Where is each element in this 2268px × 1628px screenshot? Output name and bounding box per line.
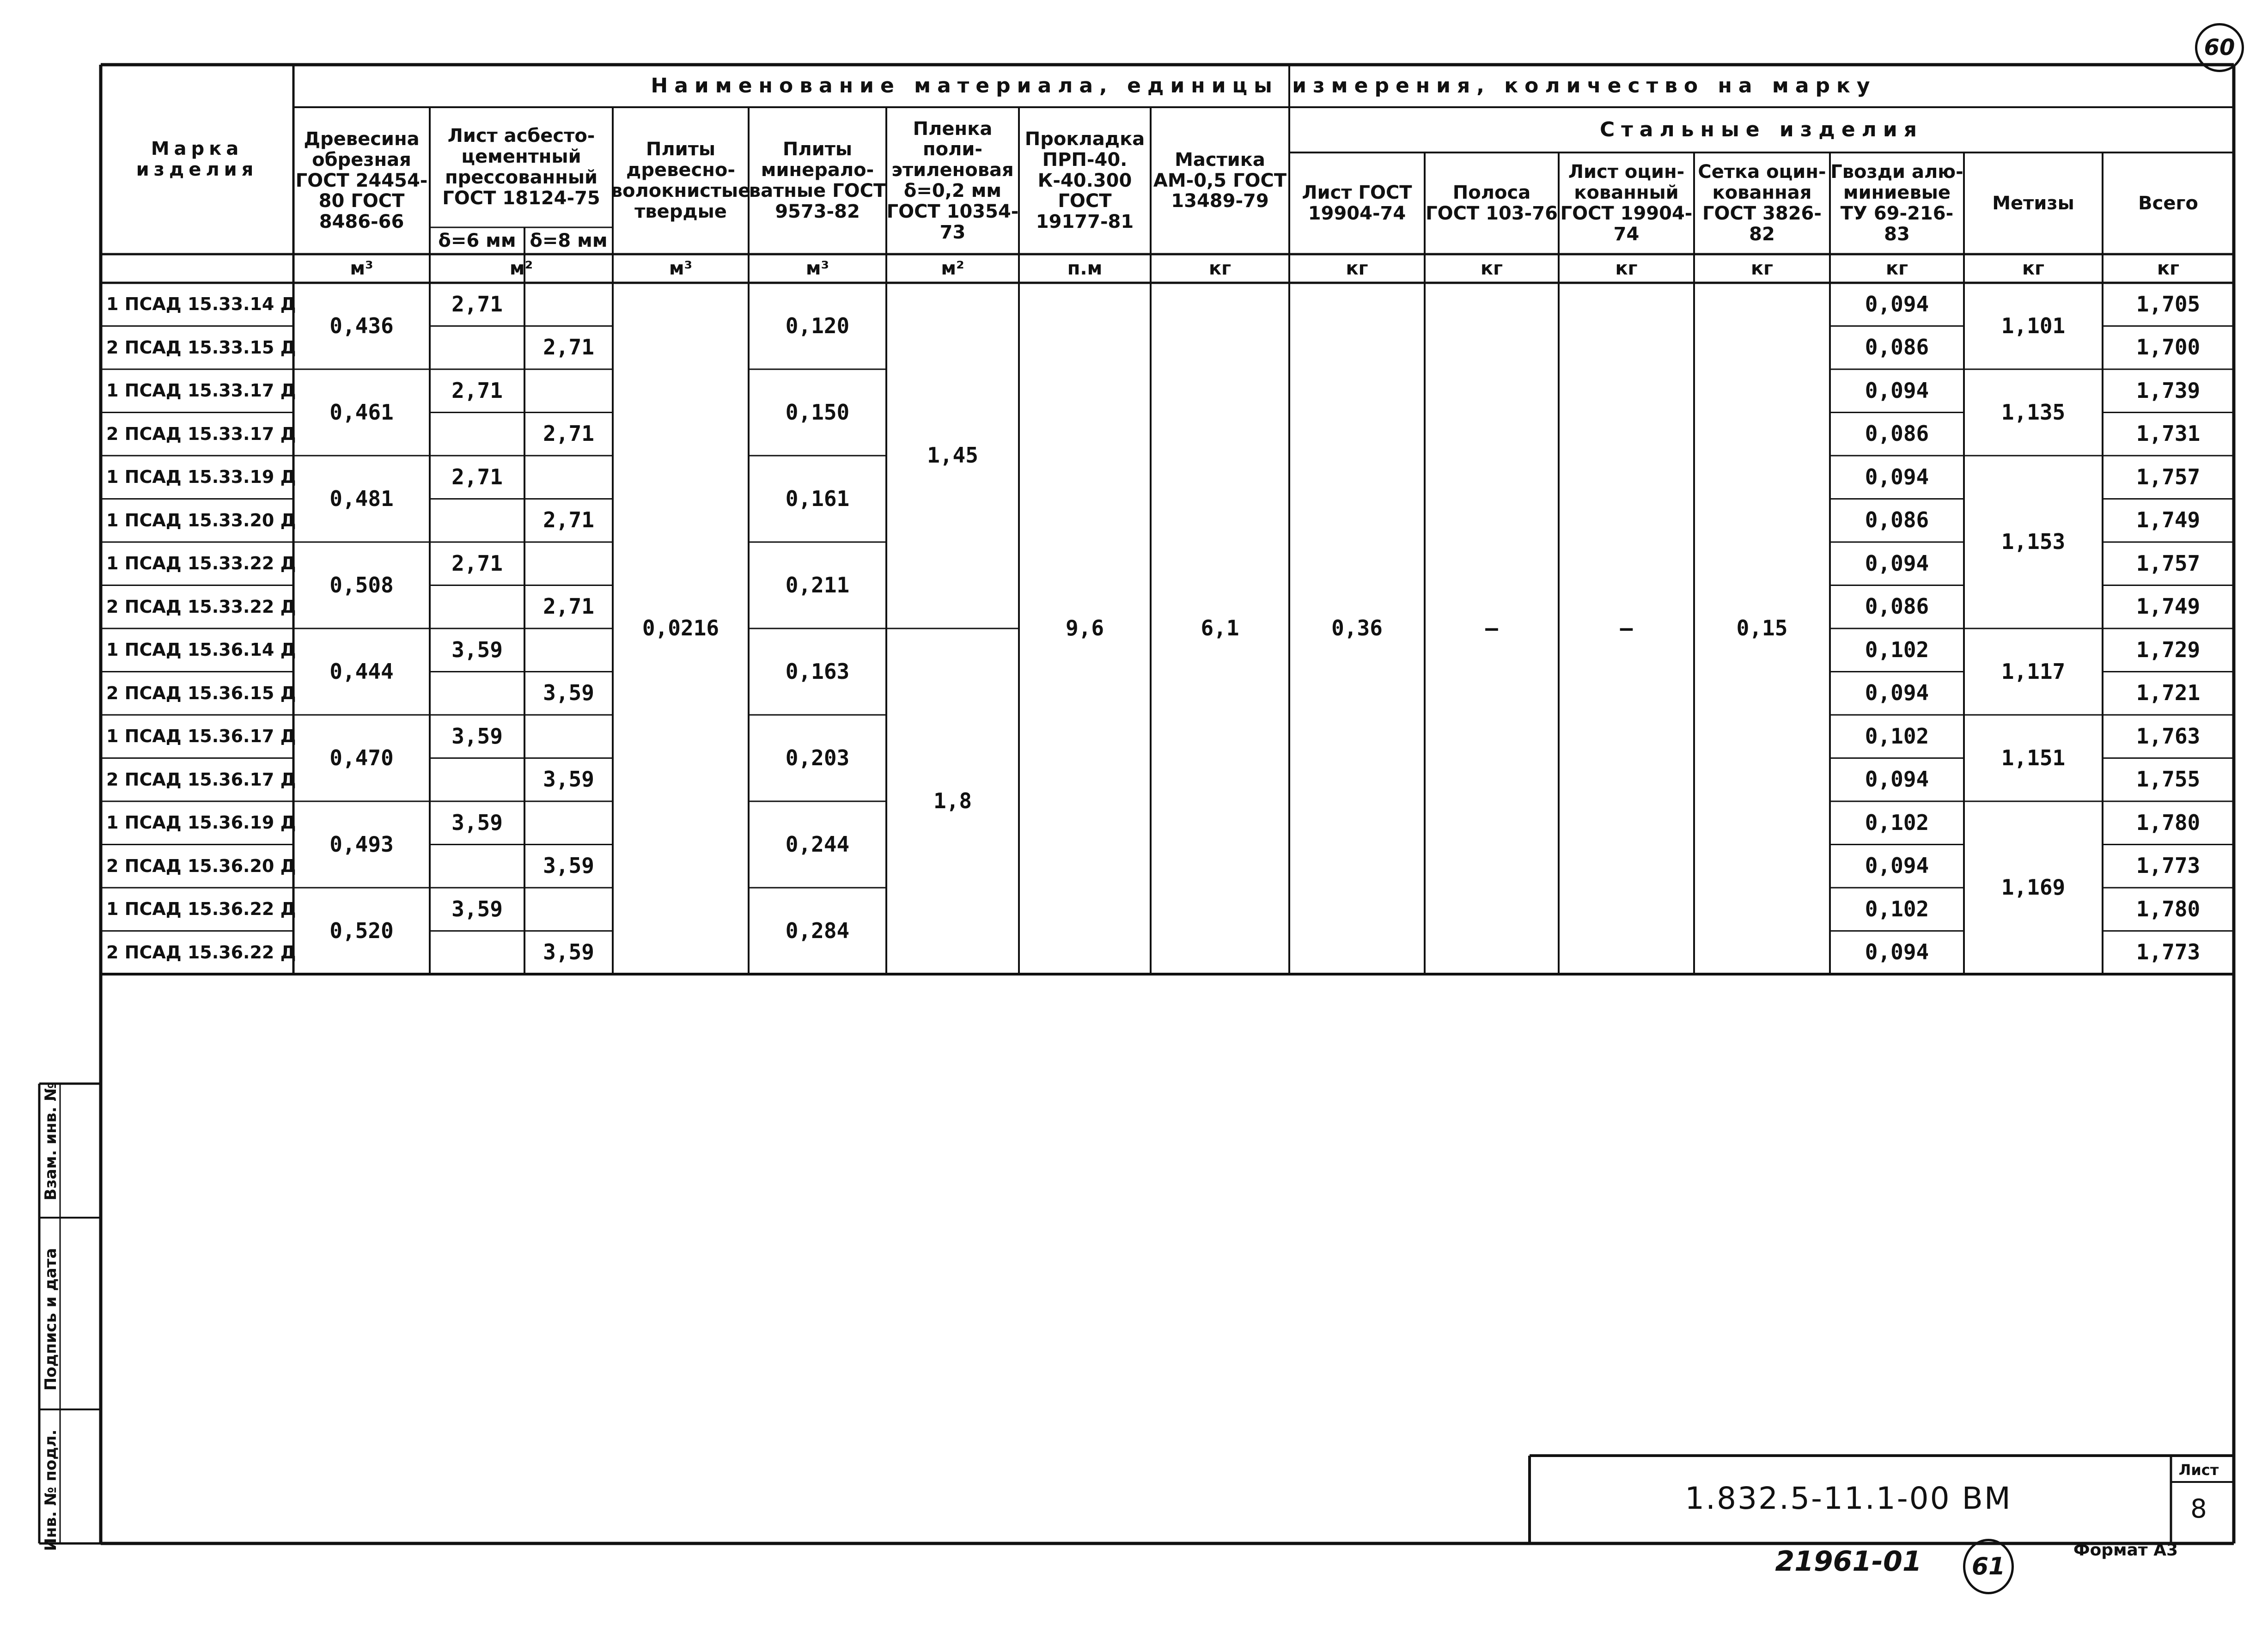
unit-label: кг [1885, 257, 1908, 279]
asbestos-8mm-value: 3,59 [543, 680, 594, 706]
wood-value: 0,461 [329, 399, 394, 425]
asbestos-8mm-value: 3,59 [543, 767, 594, 792]
wood-value: 0,444 [329, 659, 394, 684]
nails-value: 0,102 [1865, 637, 1929, 662]
strip-value: — [1485, 616, 1498, 641]
total-value: 1,780 [2136, 896, 2201, 921]
fiberboard-value: 0,0216 [642, 616, 719, 641]
asbestos-6mm-value: 3,59 [451, 810, 503, 835]
format-label: Формат А3 [2073, 1540, 2178, 1560]
mastic-value: 6,1 [1201, 616, 1239, 641]
total-value: 1,729 [2136, 637, 2201, 662]
asbestos-8mm-value: 3,59 [543, 853, 594, 878]
header-asbestos: Лист асбесто-цементный прессованный ГОСТ 18124-75 [442, 125, 600, 209]
asbestos-8mm-value: 2,71 [543, 594, 594, 619]
mineral-value: 0,120 [785, 313, 850, 338]
unit-label: кг [2157, 257, 2180, 279]
nails-value: 0,094 [1865, 291, 1929, 317]
total-value: 1,773 [2136, 939, 2201, 965]
total-value: 1,773 [2136, 853, 2201, 878]
mesh-value: 0,15 [1736, 616, 1788, 641]
nails-value: 0,094 [1865, 464, 1929, 489]
row-mark: 2 ПСАД 15.33.17 Д [106, 423, 296, 444]
total-value: 1,780 [2136, 810, 2201, 835]
hardware-value: 1,101 [2001, 313, 2066, 338]
mineral-value: 0,203 [785, 745, 850, 770]
row-mark: 2 ПСАД 15.33.15 Д [106, 337, 296, 358]
header-total: Всего [2138, 192, 2198, 214]
unit-label: кг [1480, 257, 1503, 279]
asbestos-6mm-value: 3,59 [451, 896, 503, 921]
header-film: Пленка поли-этиленовая δ=0,2 мм ГОСТ 10354-73 [886, 118, 1019, 243]
wood-value: 0,493 [329, 831, 394, 857]
asbestos-6mm-value: 2,71 [451, 464, 503, 489]
nails-value: 0,086 [1865, 421, 1929, 446]
mineral-value: 0,161 [785, 486, 850, 511]
nails-value: 0,086 [1865, 507, 1929, 533]
archive-number: 21961-01 [1775, 1545, 1922, 1578]
row-mark: 2 ПСАД 15.36.20 Д [106, 855, 296, 876]
row-mark: 2 ПСАД 15.36.22 Д [106, 942, 296, 963]
mineral-value: 0,211 [785, 572, 850, 598]
row-mark: 2 ПСАД 15.36.15 Д [106, 683, 296, 703]
asbestos-8mm-value: 2,71 [543, 421, 594, 446]
wood-value: 0,470 [329, 745, 394, 770]
nails-value: 0,102 [1865, 723, 1929, 749]
mineral-value: 0,163 [785, 659, 850, 684]
header-wood: Древесина обрезная ГОСТ 24454-80 ГОСТ 8486-66 [295, 128, 428, 233]
wood-value: 0,520 [329, 918, 394, 943]
nails-value: 0,102 [1865, 896, 1929, 921]
unit-label: м³ [350, 257, 373, 279]
page-number-circle [2195, 23, 2244, 72]
header-mastic: Мастика АМ-0,5 ГОСТ 13489-79 [1153, 149, 1287, 212]
total-value: 1,739 [2136, 378, 2201, 403]
header-mesh: Сетка оцин-кованная ГОСТ 3826-82 [1698, 161, 1826, 245]
asbestos-6mm-value: 3,59 [451, 637, 503, 662]
hardware-value: 1,169 [2001, 875, 2066, 900]
nails-value: 0,094 [1865, 378, 1929, 403]
side-stamp-signature: Подпись и дата [42, 1248, 60, 1391]
row-mark: 1 ПСАД 15.33.20 Д [106, 510, 296, 530]
total-value: 1,705 [2136, 291, 2201, 317]
row-mark: 1 ПСАД 15.36.14 Д [106, 640, 296, 660]
total-value: 1,700 [2136, 335, 2201, 360]
nails-value: 0,102 [1865, 810, 1929, 835]
unit-label: м² [509, 257, 533, 279]
table-title: Наименование материала, единицы измерения, количество на марку [651, 74, 1877, 98]
nails-value: 0,094 [1865, 853, 1929, 878]
asbestos-6mm-value: 2,71 [451, 378, 503, 403]
unit-label: м³ [669, 257, 693, 279]
hardware-value: 1,117 [2001, 659, 2066, 684]
galv-sheet-value: — [1620, 616, 1633, 641]
total-value: 1,731 [2136, 421, 2201, 446]
asbestos-6mm-value: 3,59 [451, 723, 503, 749]
mineral-value: 0,244 [785, 831, 850, 857]
circled-number-text: 61 [1971, 1553, 2006, 1580]
side-stamp-inv-podl: Инв. № подл. [42, 1429, 60, 1551]
circled-number [1963, 1539, 2014, 1594]
asbestos-6mm-value: 2,71 [451, 550, 503, 576]
row-mark: 1 ПСАД 15.33.14 Д [106, 294, 296, 315]
hardware-value: 1,135 [2001, 399, 2066, 425]
wood-value: 0,436 [329, 313, 394, 338]
row-mark: 1 ПСАД 15.36.22 Д [106, 899, 296, 920]
sheet-value: 0,36 [1331, 616, 1383, 641]
side-stamp-vzam: Взам. инв. № [42, 1082, 60, 1201]
row-mark: 2 ПСАД 15.36.17 Д [106, 769, 296, 790]
total-value: 1,763 [2136, 723, 2201, 749]
sheet-label: Лист [2178, 1461, 2219, 1479]
sheet-number: 8 [2190, 1494, 2207, 1524]
nails-value: 0,094 [1865, 939, 1929, 965]
header-mark: Марка изделия [136, 138, 258, 180]
unit-label: кг [1208, 257, 1232, 279]
nails-value: 0,094 [1865, 767, 1929, 792]
unit-label: м³ [805, 257, 829, 279]
header-asbestos-8mm: δ=8 мм [530, 230, 608, 251]
nails-value: 0,094 [1865, 550, 1929, 576]
nails-value: 0,094 [1865, 680, 1929, 706]
wood-value: 0,481 [329, 486, 394, 511]
header-fiberboard: Плиты древесно-волокнистые твердые [610, 139, 751, 222]
unit-label: кг [1615, 257, 1638, 279]
unit-label: кг [1346, 257, 1368, 279]
unit-label: кг [2022, 257, 2045, 279]
total-value: 1,757 [2136, 464, 2201, 489]
header-gasket: Прокладка ПРП-40. К-40.300 ГОСТ 19177-81 [1024, 128, 1145, 233]
row-mark: 2 ПСАД 15.33.22 Д [106, 596, 296, 617]
document-code: 1.832.5-11.1-00 ВМ [1685, 1480, 2012, 1516]
unit-label: м² [941, 257, 964, 279]
gasket-value: 9,6 [1065, 616, 1104, 641]
header-asbestos-6mm: δ=6 мм [438, 230, 516, 251]
asbestos-8mm-value: 2,71 [543, 335, 594, 360]
row-mark: 1 ПСАД 15.33.22 Д [106, 553, 296, 574]
total-value: 1,757 [2136, 550, 2201, 576]
header-sheet: Лист ГОСТ 19904-74 [1302, 182, 1412, 224]
mineral-value: 0,150 [785, 399, 850, 425]
header-nails: Гвозди алю-миниевые ТУ 69-216-83 [1830, 161, 1963, 245]
row-mark: 1 ПСАД 15.36.19 Д [106, 812, 296, 833]
header-steel-group: Стальные изделия [1600, 118, 1923, 142]
film-value: 1,8 [933, 788, 972, 814]
wood-value: 0,508 [329, 572, 394, 598]
nails-value: 0,086 [1865, 594, 1929, 619]
mineral-value: 0,284 [785, 918, 850, 943]
header-strip: Полоса ГОСТ 103-76 [1426, 182, 1558, 224]
film-value: 1,45 [927, 443, 978, 468]
asbestos-6mm-value: 2,71 [451, 291, 503, 317]
row-mark: 1 ПСАД 15.33.19 Д [106, 467, 296, 488]
total-value: 1,755 [2136, 767, 2201, 792]
unit-label: п.м [1067, 257, 1103, 279]
asbestos-8mm-value: 3,59 [543, 939, 594, 965]
unit-label: кг [1750, 257, 1774, 279]
total-value: 1,721 [2136, 680, 2201, 706]
header-galv-sheet: Лист оцин-кованный ГОСТ 19904-74 [1560, 161, 1693, 245]
total-value: 1,749 [2136, 507, 2201, 533]
row-mark: 1 ПСАД 15.33.17 Д [106, 380, 296, 401]
hardware-value: 1,153 [2001, 529, 2066, 555]
page-number: 60 [2204, 35, 2235, 61]
asbestos-8mm-value: 2,71 [543, 507, 594, 533]
hardware-value: 1,151 [2001, 745, 2066, 770]
total-value: 1,749 [2136, 594, 2201, 619]
row-mark: 1 ПСАД 15.36.17 Д [106, 726, 296, 747]
header-hardware: Метизы [1992, 192, 2074, 214]
nails-value: 0,086 [1865, 335, 1929, 360]
header-mineral: Плиты минерало-ватные ГОСТ 9573-82 [749, 139, 886, 222]
